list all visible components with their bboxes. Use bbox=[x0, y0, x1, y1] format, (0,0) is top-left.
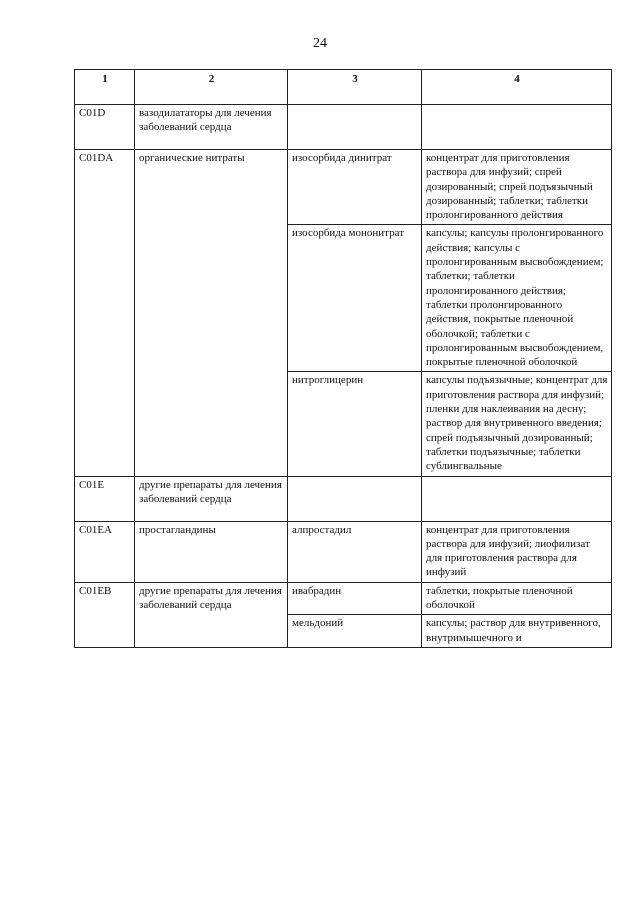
group-name-cell: простагландины bbox=[135, 521, 288, 582]
column-header-1: 1 bbox=[75, 70, 135, 105]
dosage-forms-cell: капсулы подъязычные; концентрат для приготовления раствора для инфузий; пленки для наклеивания на десну; раствор для внутривенного введения; спрей подъязычный дозированный; таблетки подъязычные; таблетки сублингвальные bbox=[422, 372, 612, 476]
empty-substance-cell bbox=[288, 476, 422, 521]
substance-cell: изосорбида мононитрат bbox=[288, 225, 422, 372]
empty-forms-cell bbox=[422, 105, 612, 150]
table-row bbox=[75, 105, 612, 150]
dosage-forms-cell: капсулы; раствор для внутривенного, внутримышечного и bbox=[422, 615, 612, 648]
atc-code-cell: C01E bbox=[75, 476, 135, 521]
empty-substance-cell bbox=[288, 105, 422, 150]
substance-cell: мельдоний bbox=[288, 615, 422, 648]
page-number: 24 bbox=[313, 36, 327, 51]
table-row bbox=[75, 150, 612, 225]
substance-cell: нитроглицерин bbox=[288, 372, 422, 476]
group-name-cell: вазодилататоры для лечения заболеваний сердца bbox=[135, 105, 288, 150]
column-header-3: 3 bbox=[288, 70, 422, 105]
column-header-4: 4 bbox=[422, 70, 612, 105]
atc-code-cell: C01DA bbox=[75, 150, 135, 477]
group-name-cell: другие препараты для лечения заболеваний сердца bbox=[135, 476, 288, 521]
table-row bbox=[75, 521, 612, 582]
dosage-forms-cell: концентрат для приготовления раствора для инфузий; спрей дозированный; спрей подъязычный дозированный; таблетки; таблетки пролонгированного действия bbox=[422, 150, 612, 225]
empty-forms-cell bbox=[422, 476, 612, 521]
dosage-forms-cell: капсулы; капсулы пролонгированного действия; капсулы с пролонгированным высвобождением; таблетки; таблетки пролонгированного действия; таблетки пролонгированного действия, покрытые пленочной оболочкой; таблетки с пролонгированным высвобождением, покрытые пленочной оболочкой bbox=[422, 225, 612, 372]
substance-cell: ивабрадин bbox=[288, 582, 422, 615]
atc-code-cell: C01EB bbox=[75, 582, 135, 647]
dosage-forms-cell: таблетки, покрытые пленочной оболочкой bbox=[422, 582, 612, 615]
atc-code-cell: C01EA bbox=[75, 521, 135, 582]
atc-code-cell: C01D bbox=[75, 105, 135, 150]
substance-cell: изосорбида динитрат bbox=[288, 150, 422, 225]
group-name-cell: другие препараты для лечения заболеваний сердца bbox=[135, 582, 288, 647]
header-row bbox=[75, 70, 612, 105]
table-row bbox=[75, 476, 612, 521]
substance-cell: алпростадил bbox=[288, 521, 422, 582]
table-row bbox=[75, 582, 612, 615]
drug-classification-table bbox=[74, 69, 612, 648]
column-header-2: 2 bbox=[135, 70, 288, 105]
dosage-forms-cell: концентрат для приготовления раствора для инфузий; лиофилизат для приготовления раствора для инфузий bbox=[422, 521, 612, 582]
group-name-cell: органические нитраты bbox=[135, 150, 288, 477]
